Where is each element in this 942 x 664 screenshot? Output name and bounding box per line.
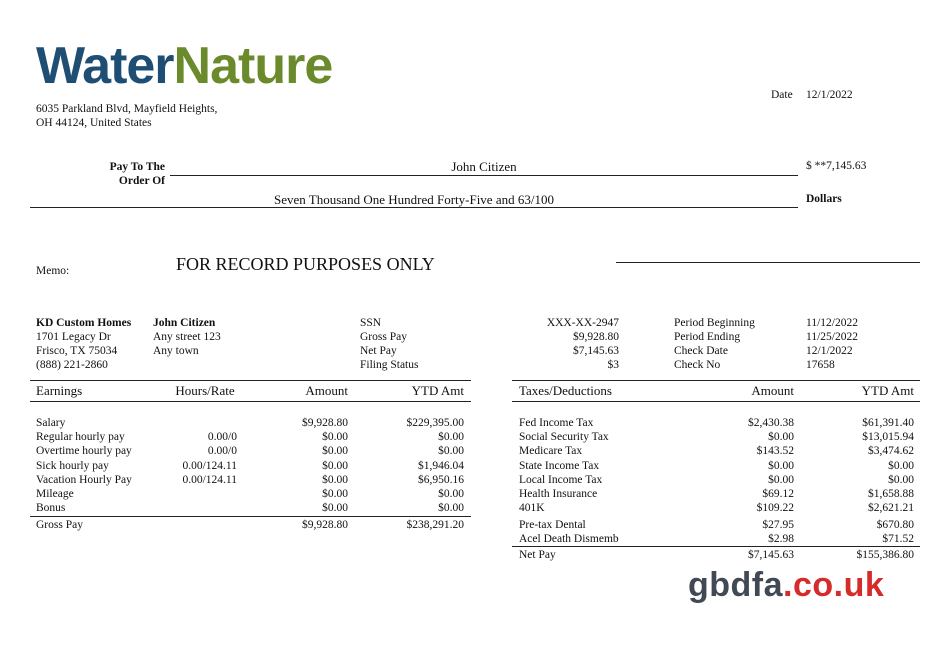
- earnings-cell: $0.00: [438, 445, 464, 458]
- earnings-total-line: [30, 516, 471, 517]
- company-address: [36, 102, 217, 130]
- gross-pay-total-label: Gross Pay: [36, 519, 83, 531]
- earnings-cell: Vacation Hourly Pay: [36, 473, 132, 486]
- tax-cell: $69.12: [762, 488, 794, 500]
- ytd-header: YTD Amt: [411, 383, 464, 398]
- earnings-cell: $0.00: [322, 488, 348, 500]
- gross-pay-label: Gross Pay: [360, 331, 407, 343]
- ssn-label: SSN: [360, 317, 382, 329]
- net-pay-label: Net Pay: [360, 345, 397, 357]
- period-labels: [674, 316, 755, 372]
- ssn-value: XXX-XX-2947: [546, 317, 619, 329]
- tax-cell: $13,015.94: [862, 431, 914, 444]
- earnings-header-line: [30, 401, 471, 402]
- period-ending-value: 11/25/2022: [806, 331, 858, 343]
- watermark-part1: gbdfa: [688, 566, 784, 604]
- tax-cell: $2,430.38: [748, 417, 794, 429]
- employer-address2: Frisco, TX 75034: [36, 345, 118, 357]
- logo-part-water: Water: [36, 37, 174, 95]
- earnings-cell: $1,946.04: [418, 459, 464, 472]
- employee-info: [153, 316, 221, 358]
- check-date-label: Check Date: [674, 345, 728, 357]
- taxes-total-line: [512, 546, 920, 547]
- hours-rate-header: Hours/Rate: [175, 383, 235, 398]
- earnings-cell: [150, 416, 237, 430]
- tax-cell: Local Income Tax: [519, 473, 603, 486]
- memo-label: Memo:: [36, 265, 70, 277]
- company-logo: [36, 37, 333, 95]
- tax-cell: $71.52: [882, 533, 914, 546]
- earnings-cell: Regular hourly pay: [36, 431, 125, 444]
- earnings-cell: 0.00/0: [207, 431, 237, 444]
- earnings-cell: $0.00: [438, 431, 464, 444]
- earnings-cell: $229,395.00: [406, 417, 464, 429]
- amount-words-line: [30, 207, 798, 208]
- tax-cell: $670.80: [876, 519, 914, 531]
- net-pay-total-ytd: $155,386.80: [856, 549, 914, 561]
- employer-address1: 1701 Legacy Dr: [36, 331, 111, 343]
- date-value: 12/1/2022: [806, 89, 853, 101]
- tax-ytd-header: YTD Amt: [861, 383, 914, 398]
- earnings-cell: [150, 487, 237, 501]
- signature-line: [616, 262, 920, 263]
- payee-line: [170, 175, 798, 176]
- tax-cell: Health Insurance: [519, 488, 598, 500]
- dollars-label: Dollars: [806, 193, 842, 205]
- tax-cell: $3,474.62: [868, 445, 914, 458]
- watermark-part2: .co.uk: [783, 566, 885, 604]
- amount-in-words: Seven Thousand One Hundred Forty-Five and 63/100: [274, 192, 554, 207]
- taxes-header: Taxes/Deductions: [519, 383, 612, 398]
- period-beginning-label: Period Beginning: [674, 317, 755, 329]
- period-values: [806, 316, 858, 372]
- tax-cell: $0.00: [888, 473, 914, 486]
- earnings-cell: $0.00: [322, 445, 348, 458]
- employee-address1: Any street 123: [153, 331, 221, 343]
- pay-summary-labels: [360, 316, 418, 372]
- tax-amount-header: Amount: [751, 383, 794, 398]
- tax-cell: Social Security Tax: [519, 431, 609, 444]
- tax-cell: Pre-tax Dental: [519, 519, 586, 531]
- tax-cell: $143.52: [756, 445, 794, 458]
- employee-address2: Any town: [153, 345, 199, 357]
- tax-cell: $109.22: [756, 502, 794, 515]
- check-amount: $ **7,145.63: [806, 160, 867, 172]
- period-ending-label: Period Ending: [674, 331, 741, 343]
- earnings-header: Earnings: [36, 383, 83, 398]
- date-label: Date: [771, 89, 793, 101]
- tax-cell: $0.00: [888, 459, 914, 472]
- tax-cell: Medicare Tax: [519, 445, 583, 458]
- tax-cell: $61,391.40: [862, 417, 914, 429]
- earnings-cell: Sick hourly pay: [36, 459, 109, 472]
- check-date-value: 12/1/2022: [806, 345, 853, 357]
- earnings-cell: Salary: [36, 417, 66, 429]
- gross-pay-total-ytd: $238,291.20: [406, 519, 464, 531]
- logo-part-nature: Nature: [173, 37, 333, 95]
- employer-name: KD Custom Homes: [36, 317, 132, 329]
- tax-cell: $2.98: [768, 533, 794, 546]
- tax-cell: $0.00: [768, 431, 794, 444]
- period-beginning-value: 11/12/2022: [806, 317, 858, 329]
- earnings-cell: [150, 501, 237, 515]
- earnings-cell: $0.00: [438, 488, 464, 500]
- employee-name: John Citizen: [153, 317, 216, 329]
- tax-cell: $1,658.88: [868, 488, 914, 500]
- tax-cell: Fed Income Tax: [519, 417, 594, 429]
- check-no-label: Check No: [674, 359, 721, 371]
- pay-to-label: Pay To The: [109, 161, 165, 173]
- filing-status-value: $3: [607, 359, 619, 371]
- watermark: [688, 566, 884, 605]
- earnings-cell: $6,950.16: [418, 473, 464, 486]
- earnings-cell: $0.00: [322, 431, 348, 444]
- tax-cell: $0.00: [768, 459, 794, 472]
- gross-pay-value: $9,928.80: [573, 331, 619, 343]
- employer-phone: (888) 221-2860: [36, 359, 108, 371]
- tax-cell: Acel Death Dismemb: [519, 533, 619, 546]
- check-no-value: 17658: [806, 359, 835, 371]
- employer-info: [36, 316, 131, 372]
- earnings-cell: $0.00: [438, 502, 464, 515]
- earnings-cell: 0.00/124.11: [182, 473, 237, 486]
- gross-pay-total-amount: $9,928.80: [302, 519, 348, 531]
- tax-cell: $2,621.21: [868, 502, 914, 515]
- earnings-top-line: [30, 380, 471, 381]
- earnings-cell: $0.00: [322, 459, 348, 472]
- company-address-line1: 6035 Parkland Blvd, Mayfield Heights,: [36, 103, 218, 115]
- filing-status-label: Filing Status: [360, 359, 419, 371]
- memo-text: FOR RECORD PURPOSES ONLY: [176, 254, 435, 274]
- earnings-cell: $9,928.80: [302, 417, 348, 429]
- tax-cell: $0.00: [768, 473, 794, 486]
- tax-cell: 401K: [519, 502, 545, 515]
- earnings-cell: Overtime hourly pay: [36, 445, 132, 458]
- amount-header: Amount: [305, 383, 348, 398]
- earnings-cell: Bonus: [36, 502, 66, 515]
- company-address-line2: OH 44124, United States: [36, 117, 152, 129]
- earnings-cell: $0.00: [322, 502, 348, 515]
- order-of-label: Order Of: [118, 175, 165, 187]
- earnings-cell: $0.00: [322, 473, 348, 486]
- tax-cell: State Income Tax: [519, 459, 600, 472]
- earnings-cell: 0.00/0: [207, 445, 237, 458]
- tax-cell: $27.95: [762, 519, 794, 531]
- earnings-cell: Mileage: [36, 488, 74, 500]
- net-pay-total-label: Net Pay: [519, 549, 556, 561]
- taxes-top-line: [512, 380, 920, 381]
- net-pay-value: $7,145.63: [573, 345, 619, 357]
- earnings-cell: 0.00/124.11: [182, 459, 237, 472]
- taxes-header-line: [512, 401, 920, 402]
- net-pay-total-amount: $7,145.63: [748, 549, 794, 561]
- pay-summary-values: [500, 316, 619, 372]
- payee-name: John Citizen: [451, 159, 517, 174]
